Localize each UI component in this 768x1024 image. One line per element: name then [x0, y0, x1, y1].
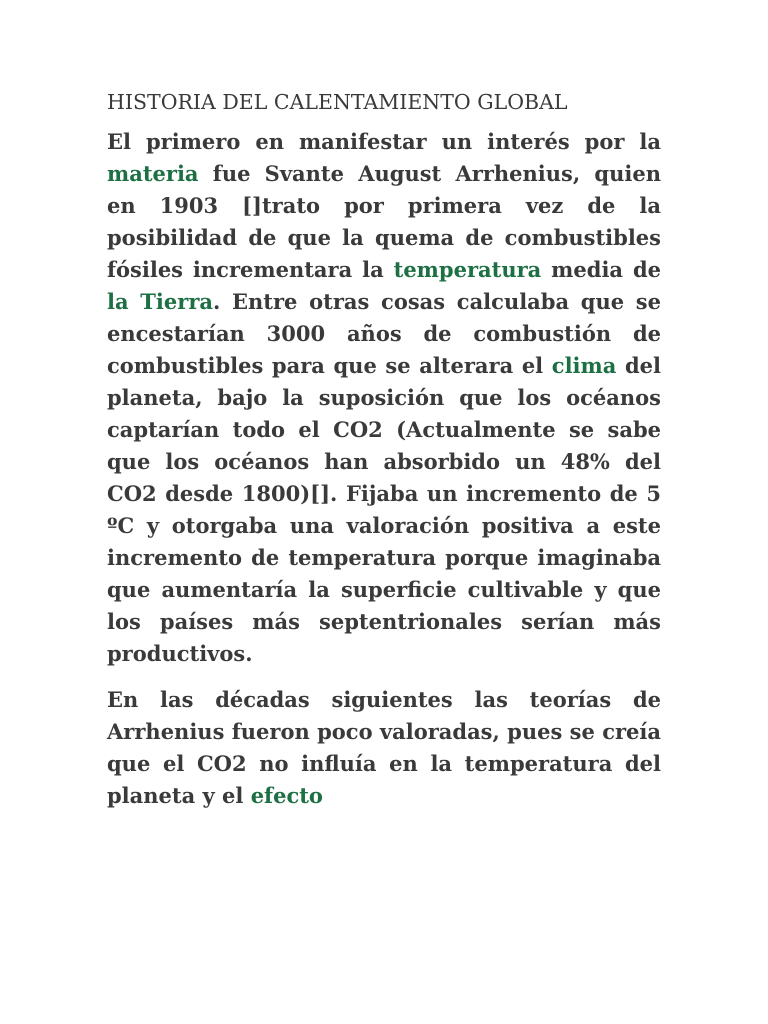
- paragraph-1-text-5: del planeta, bajo la suposición que los océanos captarían todo el CO2 (Actualmente se sabe que los océanos han absorbido un 48% del CO2 desde 1800)[]. Fijaba un incremento de 5 ºC y otorgaba una valoración positiva a este incremento de temperatura porque imaginaba que aumentaría la superficie cultivable y que los países más septentrionales serían más productivos.: [107, 353, 661, 666]
- document-title: HISTORIA DEL CALENTAMIENTO GLOBAL: [107, 90, 568, 114]
- document-body: [107, 86, 661, 826]
- link-clima[interactable]: clima: [551, 353, 617, 378]
- paragraph-2: [107, 684, 661, 812]
- paragraph-2-text-1: En las décadas siguientes las teorías de Arrhenius fueron poco valoradas, pues se creía que el CO2 no influía en la temperatura del planeta y el: [107, 687, 661, 808]
- paragraph-1-text-2: fue Svante August Arrhenius, quien en 1903 []trato por primera vez de la posibilidad de que la quema de combustibles fósiles incrementara la: [107, 161, 661, 282]
- link-materia[interactable]: materia: [107, 161, 199, 186]
- link-la-tierra[interactable]: la Tierra: [107, 289, 213, 314]
- paragraph-1-text-1: El primero en manifestar un interés por la: [107, 129, 661, 154]
- paragraph-1-text-3: media de: [541, 257, 661, 282]
- paragraph-1: [107, 126, 661, 670]
- link-temperatura[interactable]: temperatura: [393, 257, 542, 282]
- link-efecto[interactable]: efecto: [250, 783, 323, 808]
- paragraph-1-text-4: . Entre otras cosas calculaba que se encestarían 3000 años de combustión de combustibles para que se alterara el: [107, 289, 661, 378]
